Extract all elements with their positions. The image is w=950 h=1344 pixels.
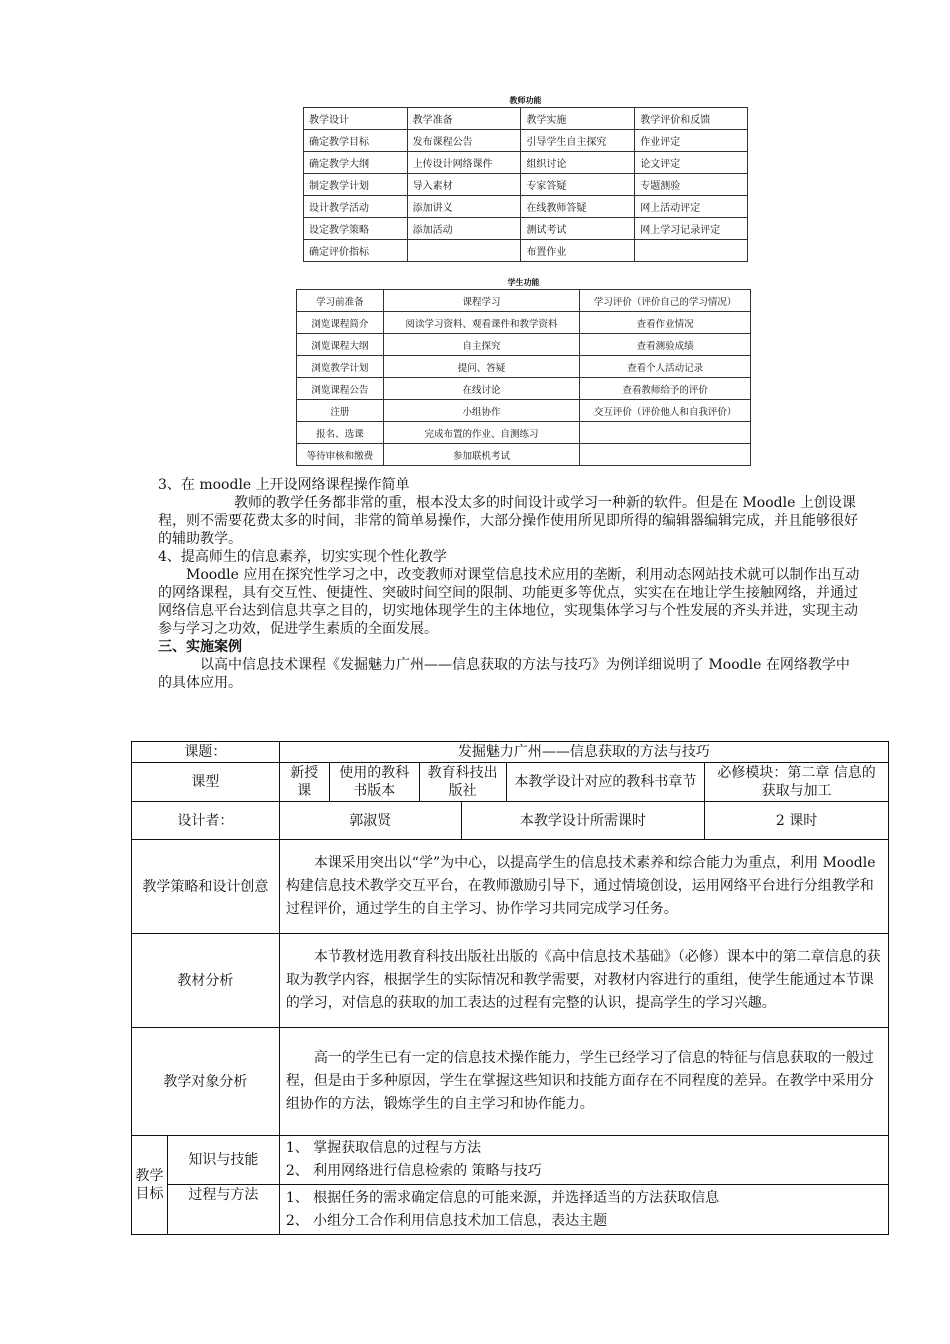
teacher-figure-cell: 添加活动 (407, 218, 521, 240)
student-figure-cell: 浏览课程公告 (297, 378, 384, 400)
teacher-figure-row (304, 240, 748, 262)
student-figure-cell: 注册 (297, 400, 384, 422)
teacher-figure-cell: 教学实施 (521, 108, 635, 130)
knowledge-label: 知识与技能 (167, 1136, 279, 1185)
student-figure-row (297, 422, 751, 444)
student-figure-cell: 在线讨论 (383, 378, 579, 400)
goals-label: 教学目标 (132, 1136, 168, 1235)
hours-label: 本教学设计所需课时 (461, 802, 705, 840)
student-figure-row (297, 356, 751, 378)
student-figure-cell: 浏览教学计划 (297, 356, 384, 378)
student-figure-cell: 交互评价（评价他人和自我评价） (580, 400, 751, 422)
teacher-figure-cell: 在线教师答疑 (521, 196, 635, 218)
teacher-figure-cell: 作业评定 (635, 130, 748, 152)
student-figure-cell: 学习前准备 (297, 290, 384, 312)
teacher-figure-cell (407, 240, 521, 262)
student-figure-row (297, 290, 751, 312)
teacher-figure-cell: 引导学生自主探究 (521, 130, 635, 152)
process-items (279, 1185, 888, 1235)
teacher-figure-cell: 设计教学活动 (304, 196, 408, 218)
designer-value: 郭淑贤 (279, 802, 461, 840)
teacher-figure-cell: 上传设计网络课件 (407, 152, 521, 174)
knowledge-item-1: 1、 掌握获取信息的过程与方法 (285, 1140, 482, 1156)
student-figure-cell: 提问、答疑 (383, 356, 579, 378)
teacher-figure-cell: 设定教学策略 (304, 218, 408, 240)
student-figure-row (297, 312, 751, 334)
student-figure-cell: 浏览课程简介 (297, 312, 384, 334)
audience-text: 高一的学生已有一定的信息技术操作能力，学生已经学习了信息的特征与信息获取的一般过程，但是由于多种原因，学生在掌握这些知识和技能方面存在不同程度的差异。在教学中采用分组协作的方法，锻炼学生的自主学习和协作能力。 (279, 1028, 888, 1136)
teacher-figure-cell: 教学评价和反馈 (635, 108, 748, 130)
student-figure-cell: 查看教师给予的评价 (580, 378, 751, 400)
student-figure-cell (580, 444, 751, 466)
chapter-value: 必修模块：第二章 信息的获取与加工 (705, 763, 889, 802)
teacher-figure-cell: 添加讲义 (407, 196, 521, 218)
teacher-figure-row (304, 174, 748, 196)
teacher-figure-cell: 专家答疑 (521, 174, 635, 196)
process-label: 过程与方法 (167, 1185, 279, 1235)
teacher-figure-row (304, 196, 748, 218)
chapter-label: 本教学设计对应的教科书章节 (506, 763, 705, 802)
student-figure-row (297, 444, 751, 466)
material-text: 本节教材选用教育科技出版社出版的《高中信息技术基础》（必修）课本中的第二章信息的获取为教学内容，根据学生的实际情况和教学需要，对教材内容进行的重组，使学生能通过本节课的学习，对信息的获取的加工表达的过程有完整的认识，提高学生的学习兴趣。 (279, 934, 888, 1028)
hours-value: 2 课时 (705, 802, 889, 840)
section-heading: 三、实施案例 (158, 639, 242, 655)
body-text (158, 476, 860, 692)
strategy-text: 本课采用突出以“学”为中心，以提高学生的信息技术素养和综合能力为重点，利用 Moodle 构建信息技术教学交互平台，在教师激励引导下，通过情境创设，运用网络平台进行分组教学和过程评价，通过学生的自主学习、协作学习共同完成学习任务。 (279, 840, 888, 934)
teacher-figure-cell: 专题测验 (635, 174, 748, 196)
strategy-label: 教学策略和设计创意 (132, 840, 280, 934)
student-figure-row (297, 400, 751, 422)
teacher-figure-cell: 论文评定 (635, 152, 748, 174)
student-figure-cell: 等待审核和缴费 (297, 444, 384, 466)
teacher-figure-cell: 组织讨论 (521, 152, 635, 174)
teacher-figure-row (304, 218, 748, 240)
intro-paragraph: 以高中信息技术课程《发掘魅力广州——信息获取的方法与技巧》为例详细说明了 Moodle 在网络教学中的具体应用。 (158, 657, 850, 691)
teacher-figure-cell: 确定教学目标 (304, 130, 408, 152)
student-figure-cell: 报名、选课 (297, 422, 384, 444)
designer-label: 设计者： (132, 802, 280, 840)
teacher-figure-row (304, 108, 748, 130)
paragraph-3: 教师的教学任务都非常的重，根本没太多的时间设计或学习一种新的软件。但是在 Moodle 上创设课程，则不需要花费太多的时间，非常的简单易操作，大部分操作使用所见即所得的编辑器编辑完成，并且能够很好的辅助教学。 (158, 495, 858, 547)
teacher-figure-cell: 制定教学计划 (304, 174, 408, 196)
heading-4: 4、提高师生的信息素养，切实实现个性化教学 (158, 549, 447, 565)
process-item-2: 2、 小组分工合作利用信息技术加工信息，表达主题 (285, 1212, 608, 1229)
student-figure-row (297, 334, 751, 356)
topic-value: 发掘魅力广州——信息获取的方法与技巧 (279, 742, 888, 763)
type-label: 课型 (132, 763, 280, 802)
student-figure-row (297, 378, 751, 400)
teacher-figure-title: 教师功能 (509, 95, 542, 105)
student-figure-cell: 浏览课程大纲 (297, 334, 384, 356)
teacher-figure-row (304, 152, 748, 174)
student-figure-cell: 小组协作 (383, 400, 579, 422)
teacher-figure-cell: 网上学习记录评定 (635, 218, 748, 240)
student-figure-cell: 阅读学习资料、观看课件和教学资料 (383, 312, 579, 334)
heading-3: 3、在 moodle 上开设网络课程操作简单 (158, 477, 410, 493)
student-figure-cell: 课程学习 (383, 290, 579, 312)
teacher-figure-cell: 导入素材 (407, 174, 521, 196)
student-function-table (296, 289, 751, 466)
teacher-figure-cell: 确定评价指标 (304, 240, 408, 262)
process-item-1: 1、 根据任务的需求确定信息的可能来源，并选择适当的方法获取信息 (285, 1189, 720, 1206)
teacher-figure-cell: 教学设计 (304, 108, 408, 130)
teacher-function-table (303, 107, 748, 262)
student-figure-cell: 查看作业情况 (580, 312, 751, 334)
student-figure-cell: 查看个人活动记录 (580, 356, 751, 378)
teacher-figure-cell: 确定教学大纲 (304, 152, 408, 174)
lesson-plan-table (131, 741, 889, 1235)
student-figure-cell: 参加联机考试 (383, 444, 579, 466)
teacher-figure-cell: 布置作业 (521, 240, 635, 262)
teacher-figure-cell: 教学准备 (407, 108, 521, 130)
textbook-value: 教育科技出版社 (419, 763, 506, 802)
type-value: 新授课 (279, 763, 329, 802)
topic-label: 课题： (132, 742, 280, 763)
teacher-figure-row (304, 130, 748, 152)
teacher-figure-cell (635, 240, 748, 262)
teacher-figure-cell: 网上活动评定 (635, 196, 748, 218)
material-label: 教材分析 (132, 934, 280, 1028)
knowledge-item-2: 2、 利用网络进行信息检索的 策略与技巧 (285, 1163, 542, 1179)
textbook-label: 使用的教科书版本 (329, 763, 419, 802)
teacher-figure-cell: 发布课程公告 (407, 130, 521, 152)
student-figure-cell: 完成布置的作业、自测练习 (383, 422, 579, 444)
student-figure-title: 学生功能 (507, 277, 540, 287)
student-figure-cell (580, 422, 751, 444)
student-figure-cell: 查看测验成绩 (580, 334, 751, 356)
student-figure-cell: 学习评价（评价自己的学习情况） (580, 290, 751, 312)
paragraph-4: Moodle 应用在探究性学习之中，改变教师对课堂信息技术应用的垄断，利用动态网站技术就可以制作出互动的网络课程，具有交互性、便捷性、突破时间空间的限制、功能更多等优点，实实在在地让学生接触网络，并通过网络信息平台达到信息共享之目的，切实地体现学生的主体地位，实现集体学习与个性发展的齐头并进，实现主动参与学习之功效，促进学生素质的全面发展。 (158, 567, 860, 637)
student-figure-cell: 自主探究 (383, 334, 579, 356)
audience-label: 教学对象分析 (132, 1028, 280, 1136)
knowledge-items (279, 1136, 888, 1185)
teacher-figure-cell: 测试考试 (521, 218, 635, 240)
